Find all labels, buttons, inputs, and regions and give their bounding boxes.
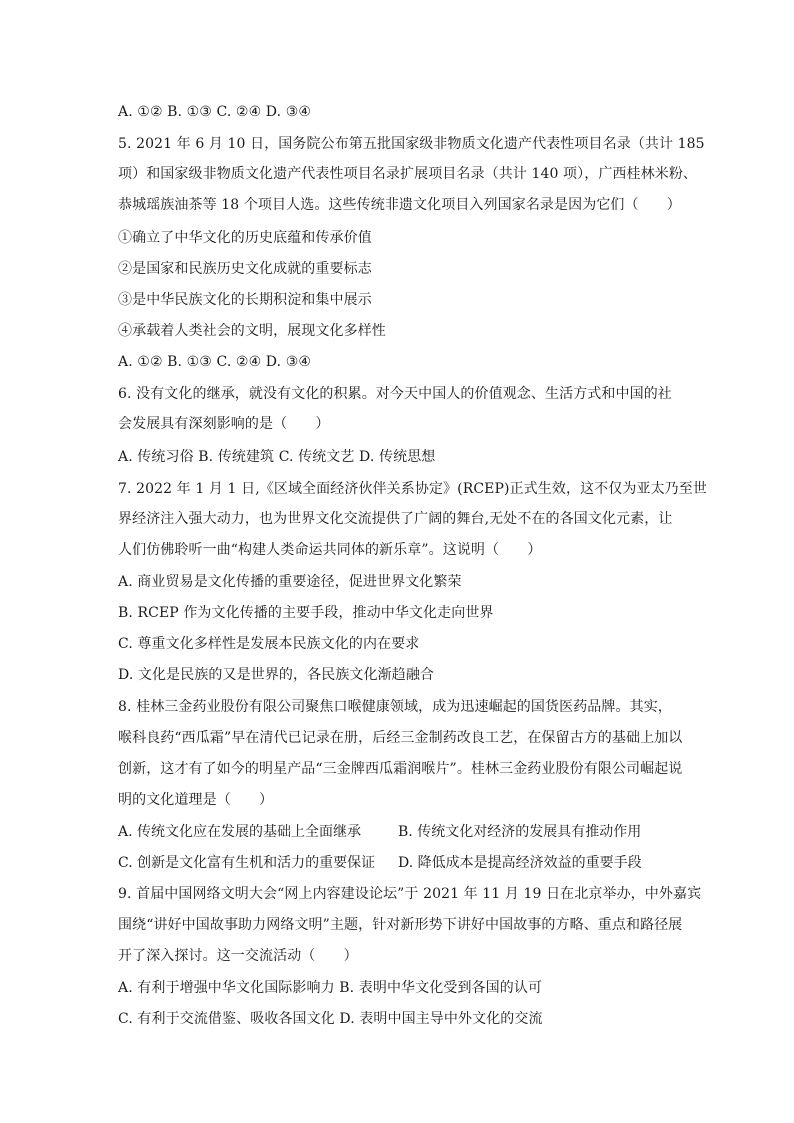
- q8-stem-line-4: 明的文化道理是（ ）: [118, 792, 274, 808]
- q5-stem-line-1: 5. 2021 年 6 月 10 日，国务院公布第五批国家级非物质文化遗产代表性项目名录（共计 185: [118, 136, 705, 152]
- q7-option-c: C. 尊重文化多样性是发展本民族文化的内在要求: [118, 636, 420, 652]
- q8-option-a: A. 传统文化应在发展的基础上全面继承: [118, 824, 362, 840]
- q8-options-row-1: [118, 822, 678, 842]
- q8-stem-line-1: 8. 桂林三金药业股份有限公司聚焦口喉健康领域，成为迅速崛起的国货医药品牌。其实，: [118, 699, 672, 715]
- q9-stem-line-2: 围绕“讲好中国故事助力网络文明”主题，针对新形势下讲好中国故事的方略、重点和路径展: [118, 917, 683, 933]
- q7-stem-line-3: 人们仿佛聆听一曲“构建人类命运共同体的新乐章”。这说明（ ）: [118, 542, 542, 558]
- q9-stem-line-3: 开了深入探讨。这一交流活动（ ）: [118, 948, 358, 964]
- q5-statement-4: ④承载着人类社会的文明，展现文化多样性: [118, 323, 386, 339]
- q7-stem-line-2: 界经济注入强大动力，也为世界文化交流提供了广阔的舞台,无处不在的各国文化元素，让: [118, 511, 673, 527]
- q8-stem-line-2: 喉科良药“西瓜霜”早在清代已记录在册，后经三金制药改良工艺，在保留古方的基础上加以: [118, 730, 683, 746]
- q6-options: A. 传统习俗 B. 传统建筑 C. 传统文艺 D. 传统思想: [118, 449, 436, 465]
- q8-option-d: D. 降低成本是提高经济效益的重要手段: [398, 855, 642, 871]
- q5-options: A. ①② B. ①③ C. ②④ D. ③④: [118, 354, 311, 370]
- q6-stem-line-2: 会发展具有深刻影响的是（ ）: [118, 416, 330, 432]
- q5-stem-line-3: 恭城瑶族油茶等 18 个项目人选。这些传统非遗文化项目入列国家名录是因为它们（ ）: [118, 197, 681, 213]
- q5-stem-line-2: 项）和国家级非物质文化遗产代表性项目名录扩展项目名录（共计 140 项），广西桂林米粉、: [118, 166, 698, 182]
- q5-statement-3: ③是中华民族文化的长期积淀和集中展示: [118, 292, 372, 308]
- q6-stem-line-1: 6. 没有文化的继承，就没有文化的积累。对今天中国人的价值观念、生活方式和中国的社: [118, 386, 672, 402]
- q9-options-ab: A. 有利于增强中华文化国际影响力 B. 表明中华文化受到各国的认可: [118, 980, 543, 996]
- q8-options-row-2: [118, 853, 678, 873]
- q9-stem-line-1: 9. 首届中国网络文明大会“网上内容建设论坛”于 2021 年 11 月 19 日在北京举办，中外嘉宾: [118, 886, 702, 902]
- q8-stem-line-3: 创新，这才有了如今的明星产品“三金牌西瓜霜润喉片”。桂林三金药业股份有限公司崛起说: [118, 761, 683, 777]
- q8-option-c: C. 创新是文化富有生机和活力的重要保证: [118, 855, 376, 871]
- q5-statement-1: ①确立了中华文化的历史底蕴和传承价值: [118, 230, 372, 246]
- q7-option-a: A. 商业贸易是文化传播的重要途径，促进世界文化繁荣: [118, 574, 462, 590]
- q8-option-b: B. 传统文化对经济的发展具有推动作用: [398, 824, 642, 840]
- q9-options-cd: C. 有利于交流借鉴、吸收各国文化 D. 表明中国主导中外文化的交流: [118, 1011, 543, 1027]
- q7-option-b: B. RCEP 作为文化传播的主要手段，推动中华文化走向世界: [118, 605, 494, 621]
- q4-options: A. ①② B. ①③ C. ②④ D. ③④: [118, 104, 311, 120]
- q7-option-d: D. 文化是民族的又是世界的，各民族文化渐趋融合: [118, 667, 435, 683]
- q5-statement-2: ②是国家和民族历史文化成就的重要标志: [118, 261, 372, 277]
- q7-stem-line-1: 7. 2022 年 1 月 1 日,《区域全面经济伙伴关系协定》(RCEP)正式生效，这不仅为亚太乃至世: [118, 481, 707, 497]
